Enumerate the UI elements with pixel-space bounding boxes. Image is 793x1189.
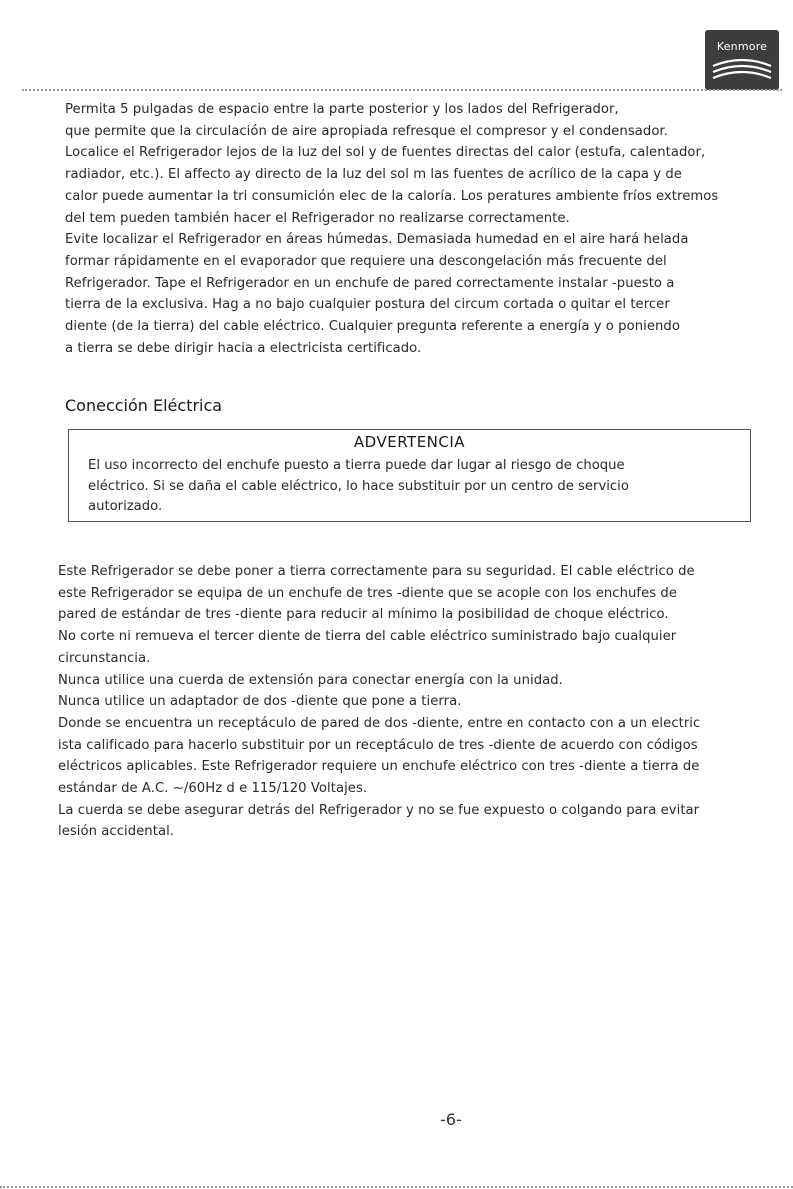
intro-line: diente (de la tierra) del cable eléctrico. Cualquier pregunta referente a energía y o poniendo [65, 319, 680, 335]
section-heading: Conección Eléctrica [65, 396, 223, 415]
body-line: La cuerda se debe asegurar detrás del Refrigerador y no se fue expuesto o colgando para evitar [58, 802, 700, 818]
bottom-divider [0, 1186, 793, 1188]
warning-box [68, 429, 751, 522]
intro-line: calor puede aumentar la tri consumición elec de la caloría. Los peratures ambiente fríos extremos [65, 188, 719, 204]
body-line: ista calificado para hacerlo substituir por un receptáculo de tres -diente de acuerdo con códigos [58, 737, 698, 753]
page-number: -6- [440, 1110, 462, 1129]
body-line: Nunca utilice un adaptador de dos -diente que pone a tierra. [58, 694, 462, 710]
warning-line: eléctrico. Si se daña el cable eléctrico, lo hace substituir por un centro de servicio [88, 478, 629, 494]
body-line: este Refrigerador se equipa de un enchufe de tres -diente que se acople con los enchufes de [58, 585, 678, 601]
body-line: Nunca utilice una cuerda de extensión para conectar energía con la unidad. [58, 672, 563, 688]
warning-title: ADVERTENCIA [353, 433, 466, 451]
body-paragraph [58, 561, 700, 843]
intro-line: formar rápidamente en el evaporador que requiere una descongelación más frecuente del [65, 253, 667, 269]
intro-line: que permite que la circulación de aire apropiada refresque el compresor y el condensador. [65, 123, 668, 139]
kenmore-logo-stripes [705, 30, 779, 90]
body-line: Donde se encuentra un receptáculo de pared de dos -diente, entre en contacto con a un electric [58, 715, 701, 731]
body-line: No corte ni remueva el tercer diente de tierra del cable eléctrico suministrado bajo cualquier [58, 629, 677, 645]
body-line: estándar de A.C. ~/60Hz d e 115/120 Voltajes. [58, 781, 368, 797]
body-line: pared de estándar de tres -diente para reducir al mínimo la posibilidad de choque eléctrico. [58, 607, 669, 623]
warning-text [88, 456, 629, 518]
body-line: lesión accidental. [58, 824, 175, 840]
body-line: eléctricos aplicables. Este Refrigerador requiere un enchufe eléctrico con tres -diente a tierra de [58, 759, 700, 775]
kenmore-logo [705, 30, 779, 90]
logo-text: Kenmore [716, 40, 768, 53]
intro-line: Permita 5 pulgadas de espacio entre la parte posterior y los lados del Refrigerador, [65, 102, 619, 117]
intro-line: tierra de la exclusiva. Hag a no bajo cualquier postura del circum cortada o quitar el tercer [65, 297, 670, 313]
warning-line: El uso incorrecto del enchufe puesto a tierra puede dar lugar al riesgo de choque [88, 458, 625, 473]
intro-line: a tierra se debe dirigir hacia a electricista certificado. [65, 340, 422, 356]
body-line: circunstancia. [58, 650, 151, 666]
intro-line: Localice el Refrigerador lejos de la luz del sol y de fuentes directas del calor (estufa, calentador, [65, 145, 706, 161]
intro-line: del tem pueden también hacer el Refrigerador no realizarse correctamente. [65, 210, 570, 226]
intro-line: Refrigerador. Tape el Refrigerador en un enchufe de pared correctamente instalar -puesto a [65, 275, 675, 291]
warning-line: autorizado. [88, 499, 163, 514]
intro-line: Evite localizar el Refrigerador en áreas húmedas. Demasiada humedad en el aire hará helada [65, 232, 689, 248]
intro-line: radiador, etc.). El affecto ay directo de la luz del sol m las fuentes de acrílico de la capa y de [65, 167, 682, 183]
body-line: Este Refrigerador se debe poner a tierra correctamente para su seguridad. El cable eléctrico de [58, 564, 695, 579]
intro-paragraph [65, 99, 718, 359]
top-divider [22, 89, 782, 91]
